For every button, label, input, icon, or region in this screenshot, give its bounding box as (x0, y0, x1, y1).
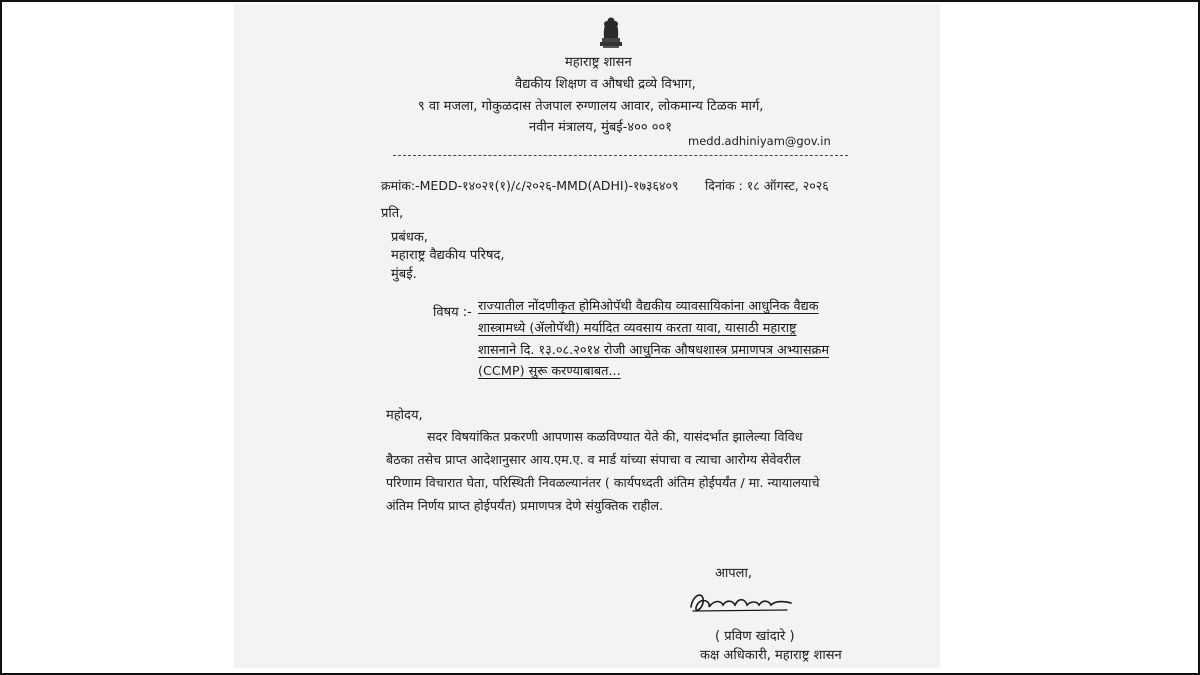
header-divider (393, 155, 848, 156)
recipient-line-2: महाराष्ट्र वैद्यकीय परिषद, (391, 248, 505, 263)
signatory-designation: कक्ष अधिकारी, महाराष्ट्र शासन (700, 648, 842, 663)
reference-number: क्रमांक:-MEDD-१४०२१(१)/८/२०२६-MMD(ADHI)-१७३६४०९ (381, 178, 679, 193)
closing-yours: आपला, (715, 566, 752, 581)
body-line-2: बैठका तसेच प्राप्त आदेशानुसार आय.एम.ए. व मार्ड यांच्या संपाचा व त्याचा आरोग्य सेवेवरील (386, 452, 801, 467)
signatory-name: ( प्रविण खांदारे ) (715, 629, 795, 644)
recipient-to: प्रति, (381, 206, 404, 221)
recipient-line-3: मुंबई. (391, 267, 417, 282)
address-line-1: ९ वा मजला, गोकुळदास तेजपाल रुग्णालय आवार, लोकमान्य टिळक मार्ग, (418, 99, 764, 114)
subject-line-2: शास्त्रामध्ये (ॲलोपॅथी) मर्यादित व्यवसाय करता यावा, यासाठी महाराष्ट्र (478, 321, 797, 336)
body-line-3: परिणाम विचारात घेता, परिस्थिती निवळल्यानंतर ( कार्यपध्दती अंतिम होईपर्यंत / मा. न्यायालयाचे (386, 475, 820, 490)
department-name: वैद्यकीय शिक्षण व औषधी द्रव्ये विभाग, (515, 77, 696, 92)
govt-name: महाराष्ट्र शासन (565, 55, 632, 70)
letter-date: दिनांक : १८ ऑगस्ट, २०२६ (705, 178, 829, 193)
body-line-1: सदर विषयांकित प्रकरणी आपणास कळविण्यात येते की, यासंदर्भात झालेल्या विविध (427, 429, 803, 444)
subject-line-1: राज्यातील नोंदणीकृत होमिओपॅथी वैद्यकीय व्यावसायिकांना आधुनिक वैद्यक (478, 299, 819, 314)
email-address: medd.adhiniyam@gov.in (688, 134, 831, 148)
recipient-line-1: प्रबंधक, (391, 230, 428, 245)
address-line-2: नवीन मंत्रालय, मुंबई-४०० ००१ (529, 120, 673, 135)
subject-label: विषय :- (433, 305, 472, 320)
salutation: महोदय, (386, 408, 423, 423)
state-emblem-icon (597, 12, 625, 50)
subject-line-3: शासनाने दि. १३.०८.२०१४ रोजी आधुनिक औषधशास्त्र प्रमाणपत्र अभ्यासक्रम (478, 343, 829, 358)
handwritten-signature (687, 583, 797, 619)
subject-line-4: (CCMP) सुरू करण्याबाबत... (478, 364, 621, 379)
body-line-4: अंतिम निर्णय प्राप्त होईपर्यंत) प्रमाणपत्र देणे संयुक्तिक राहील. (386, 498, 663, 513)
